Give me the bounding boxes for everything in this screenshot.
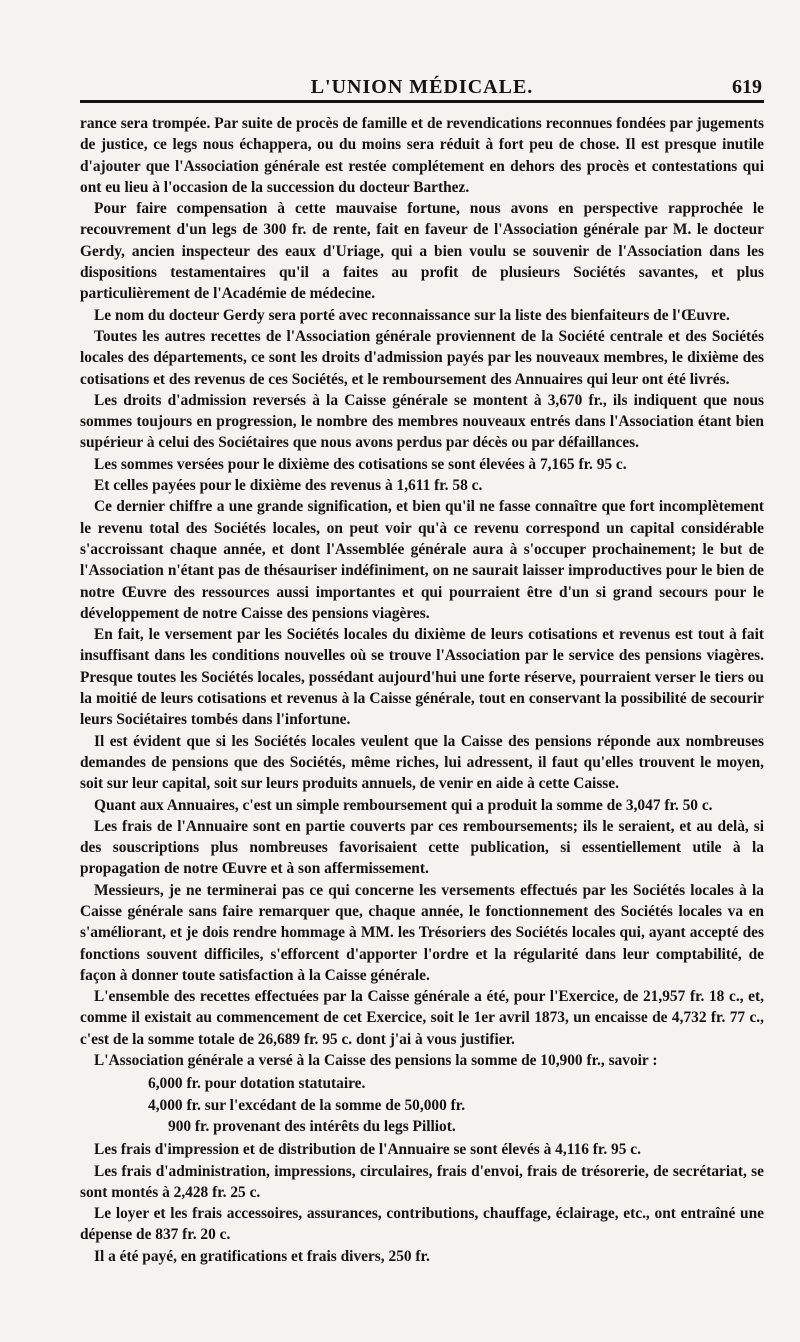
paragraph: Ce dernier chiffre a une grande signification, et bien qu'il ne fasse connaître que fort incomplètement le revenu total des Sociétés locales, on peut voir qu'à ce revenu correspond un capital considérable s'accroissant chaque année, et dont l'Assemblée générale aura à s'occuper prochainement; le but de l'Association n'étant pas de thésauriser indéfiniment, on ne saurait laisser improductives pour le bien de notre Œuvre des ressources aussi importantes et qui pourraient être d'un si grand secours pour le développement de notre Caisse des pensions viagères. bbox=[80, 498, 764, 622]
paragraph: L'Association générale a versé à la Caisse des pensions la somme de 10,900 fr., savoir : bbox=[94, 1052, 658, 1070]
list-item: 900 fr. provenant des intérêts du legs Pilliot. bbox=[168, 1117, 456, 1135]
paragraph: Les frais d'impression et de distribution de l'Annuaire se sont élevés à 4,116 fr. 95 c. bbox=[94, 1141, 641, 1159]
paragraph: Les frais d'administration, impressions, circulaires, frais d'envoi, frais de trésorerie, de secrétariat, se sont montés à 2,428 fr. 25 c. bbox=[80, 1162, 764, 1201]
paragraph: Et celles payées pour le dixième des revenus à 1,611 fr. 58 c. bbox=[94, 477, 483, 495]
header-rule bbox=[80, 100, 764, 103]
payment-list bbox=[80, 1073, 764, 1137]
paragraph: Toutes les autres recettes de l'Association générale proviennent de la Société centrale et des Sociétés locales des départements, ce sont les droits d'admission payés par les nouveaux membres, le dixième des cotisations et des revenus de ces Sociétés, et le remboursement des Annuaires qui leur ont été livrés. bbox=[80, 327, 764, 388]
paragraph: Il est évident que si les Sociétés locales veulent que la Caisse des pensions réponde aux nombreuses demandes de pensions que des Sociétés, même riches, lui adressent, il faut qu'elles trouvent le moyen, soit sur leur capital, soit sur leurs produits annuels, de venir en aide à cette Caisse. bbox=[80, 732, 764, 793]
paragraph: Pour faire compensation à cette mauvaise fortune, nous avons en perspective rapprochée le recouvrement d'un legs de 300 fr. de rente, fait en faveur de l'Association générale par M. le docteur Gerdy, ancien inspecteur des eaux d'Uriage, qui a bien voulu se souvenir de l'Association dans les dispositions testamentaires qu'il a faites au profit de plusieurs Sociétés savantes, et plus particulièrement de l'Académie de médecine. bbox=[80, 200, 764, 303]
paragraph: Le loyer et les frais accessoires, assurances, contributions, chauffage, éclairage, etc., ont entraîné une dépense de 837 fr. 20 c. bbox=[80, 1205, 764, 1244]
list-item: 6,000 fr. pour dotation statutaire. bbox=[148, 1075, 366, 1093]
paragraph-continued: rance sera trompée. Par suite de procès de famille et de revendications reconnues fondées par jugements de justice, ce legs nous échappera, ou du moins sera réduit à fort peu de chose. Il est presque inutile d'ajouter que l'Association générale est restée complétement en dehors des procès et contestations qui ont eu lieu à l'occasion de la succession du docteur Barthez. bbox=[80, 115, 764, 196]
paragraph: Quant aux Annuaires, c'est un simple remboursement qui a produit la somme de 3,047 fr. 50 c. bbox=[94, 796, 713, 814]
paragraph: Messieurs, je ne terminerai pas ce qui concerne les versements effectués par les Sociétés locales à la Caisse générale sans faire remarquer que, chaque année, le fonctionnement des Sociétés locales va en s'améliorant, et je dois rendre hommage à MM. les Trésoriers des Sociétés locales qui, ayant accepté des fonctions souvent difficiles, s'efforcent d'apporter l'ordre et la régularité dans leur comptabilité, de façon à donner toute satisfaction à la Caisse générale. bbox=[80, 881, 764, 984]
journal-title: L'UNION MÉDICALE. bbox=[310, 76, 534, 98]
paragraph: L'ensemble des recettes effectuées par la Caisse générale a été, pour l'Exercice, de 21,957 fr. 18 c., et, comme il existait au commencement de cet Exercice, soit le 1er avril 1873, un encaisse de 4,732 fr. 77 c., c'est de la somme totale de 26,689 fr. 95 c. dont j'ai à vous justifier. bbox=[80, 988, 764, 1048]
page-number: 619 bbox=[732, 76, 762, 98]
paragraph: Le nom du docteur Gerdy sera porté avec reconnaissance sur la liste des bienfaiteurs de l'Œuvre. bbox=[94, 306, 730, 324]
article-body bbox=[80, 113, 764, 1267]
paragraph: Les droits d'admission reversés à la Caisse générale se montent à 3,670 fr., ils indiquent que nous sommes toujours en progression, le nombre des membres nouveaux entrés dans l'Association étant bien supérieur à celui des Sociétaires que nous avons perdus par décès ou par défaillances. bbox=[80, 391, 764, 452]
list-item: 4,000 fr. sur l'excédant de la somme de 50,000 fr. bbox=[148, 1096, 466, 1114]
paragraph: Les frais de l'Annuaire sont en partie couverts par ces remboursements; ils le seraient, et au delà, si des souscriptions plus nombreuses favorisaient cette publication, si essentiellement utile à la propagation de notre Œuvre et à son affermissement. bbox=[80, 817, 764, 878]
paragraph: Les sommes versées pour le dixième des cotisations se sont élevées à 7,165 fr. 95 c. bbox=[94, 455, 627, 473]
running-head bbox=[80, 66, 764, 96]
paragraph: En fait, le versement par les Sociétés locales du dixième de leurs cotisations et revenus est tout à fait insuffisant dans les conditions nouvelles où se trouve l'Association par le service des pensions viagères. Presque toutes les Sociétés locales, possédant aujourd'hui une forte réserve, pourraient verser le tiers ou la moitié de leurs cotisations et revenus à la Caisse générale, tout en conservant la possibilité de secourir leurs Sociétaires tombés dans l'infortune. bbox=[80, 626, 764, 729]
paragraph: Il a été payé, en gratifications et frais divers, 250 fr. bbox=[94, 1247, 430, 1265]
